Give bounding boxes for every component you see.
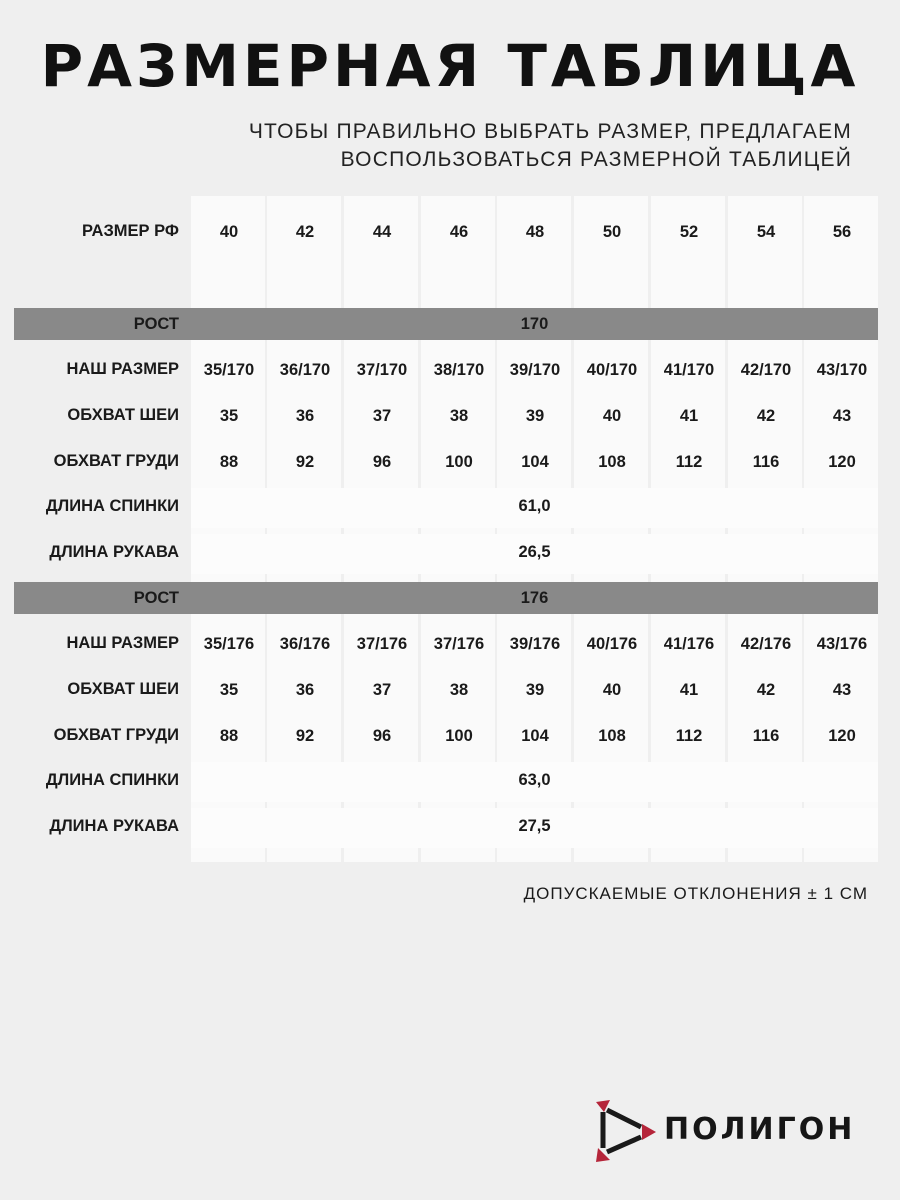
neck-girth-cell: 39: [525, 681, 545, 699]
chest-girth-cell: 104: [521, 453, 549, 471]
neck-girth-cell: 40: [602, 407, 622, 425]
chest-girth-cell: 92: [295, 453, 315, 471]
header-size-cell: 42: [295, 223, 315, 241]
our-size-cell: 40/176: [586, 635, 638, 653]
row-label-neck-girth: ОБХВАТ ШЕИ: [67, 680, 179, 698]
neck-girth-cell: 43: [832, 407, 852, 425]
neck-girth-cell: 41: [679, 407, 699, 425]
our-size-cell: 41/170: [663, 361, 715, 379]
height-value: 176: [520, 589, 549, 607]
brand-name: ПОЛИГОН: [664, 1112, 856, 1147]
header-size-cell: 44: [372, 223, 392, 241]
neck-girth-cell: 42: [756, 681, 776, 699]
triangle-logo-icon: [594, 1098, 660, 1164]
chest-girth-cell: 112: [675, 727, 703, 745]
tolerance-note: ДОПУСКАЕМЫЕ ОТКЛОНЕНИЯ ± 1 СМ: [523, 884, 868, 903]
row-label-height: РОСТ: [133, 315, 179, 333]
neck-girth-cell: 42: [756, 407, 776, 425]
our-size-cell: 43/176: [816, 635, 868, 653]
page-subtitle: [249, 118, 852, 174]
neck-girth-cell: 36: [295, 681, 315, 699]
chest-girth-cell: 120: [828, 727, 856, 745]
row-label-size-rf: РАЗМЕР РФ: [81, 222, 179, 240]
chest-girth-cell: 116: [752, 727, 780, 745]
our-size-cell: 35/176: [203, 635, 255, 653]
row-label-neck-girth: ОБХВАТ ШЕИ: [67, 406, 179, 424]
chest-girth-cell: 88: [219, 453, 239, 471]
header-size-cell: 54: [756, 223, 776, 241]
row-label-sleeve-length: ДЛИНА РУКАВА: [49, 817, 179, 835]
our-size-cell: 36/170: [279, 361, 331, 379]
sleeve-length-value: 26,5: [518, 543, 551, 561]
our-size-cell: 41/176: [663, 635, 715, 653]
chest-girth-cell: 96: [372, 727, 392, 745]
neck-girth-cell: 37: [372, 407, 392, 425]
our-size-cell: 42/176: [740, 635, 792, 653]
chest-girth-cell: 116: [752, 453, 780, 471]
header-size-cell: 56: [832, 223, 852, 241]
subtitle-line-2: ВОСПОЛЬЗОВАТЬСЯ РАЗМЕРНОЙ ТАБЛИЦЕЙ: [340, 148, 852, 171]
chest-girth-cell: 92: [295, 727, 315, 745]
header-size-cell: 46: [449, 223, 469, 241]
chest-girth-cell: 100: [445, 727, 473, 745]
brand-logo: [594, 1098, 854, 1164]
row-label-chest-girth: ОБХВАТ ГРУДИ: [53, 726, 179, 744]
neck-girth-cell: 38: [449, 681, 469, 699]
our-size-cell: 42/170: [740, 361, 792, 379]
our-size-cell: 39/170: [509, 361, 561, 379]
our-size-cell: 43/170: [816, 361, 868, 379]
neck-girth-cell: 43: [832, 681, 852, 699]
chest-girth-cell: 88: [219, 727, 239, 745]
our-size-cell: 37/176: [356, 635, 408, 653]
chest-girth-cell: 96: [372, 453, 392, 471]
neck-girth-cell: 38: [449, 407, 469, 425]
height-value: 170: [520, 315, 549, 333]
page-title: РАЗМЕРНАЯ ТАБЛИЦА: [40, 32, 860, 100]
row-label-chest-girth: ОБХВАТ ГРУДИ: [53, 452, 179, 470]
neck-girth-cell: 40: [602, 681, 622, 699]
chest-girth-cell: 108: [598, 727, 626, 745]
back-length-value: 63,0: [518, 771, 551, 789]
row-label-sleeve-length: ДЛИНА РУКАВА: [49, 543, 179, 561]
row-label-back-length: ДЛИНА СПИНКИ: [45, 497, 179, 515]
neck-girth-cell: 36: [295, 407, 315, 425]
header-size-cell: 40: [219, 223, 239, 241]
subtitle-line-1: ЧТОБЫ ПРАВИЛЬНО ВЫБРАТЬ РАЗМЕР, ПРЕДЛАГАЕМ: [248, 120, 852, 143]
neck-girth-cell: 39: [525, 407, 545, 425]
neck-girth-cell: 37: [372, 681, 392, 699]
header-size-cell: 48: [525, 223, 545, 241]
sleeve-length-value: 27,5: [518, 817, 551, 835]
header-size-cell: 52: [679, 223, 699, 241]
chest-girth-cell: 100: [445, 453, 473, 471]
chest-girth-cell: 120: [828, 453, 856, 471]
our-size-cell: 37/170: [356, 361, 408, 379]
row-label-height: РОСТ: [133, 589, 179, 607]
our-size-cell: 36/176: [279, 635, 331, 653]
row-label-back-length: ДЛИНА СПИНКИ: [45, 771, 179, 789]
neck-girth-cell: 41: [679, 681, 699, 699]
chest-girth-cell: 112: [675, 453, 703, 471]
neck-girth-cell: 35: [219, 407, 239, 425]
back-length-value: 61,0: [518, 497, 551, 515]
header-size-cell: 50: [602, 223, 622, 241]
chest-girth-cell: 104: [521, 727, 549, 745]
our-size-cell: 39/176: [509, 635, 561, 653]
our-size-cell: 40/170: [586, 361, 638, 379]
row-label-our-size: НАШ РАЗМЕР: [66, 360, 179, 378]
our-size-cell: 38/170: [433, 361, 485, 379]
chest-girth-cell: 108: [598, 453, 626, 471]
our-size-cell: 37/176: [433, 635, 485, 653]
neck-girth-cell: 35: [219, 681, 239, 699]
row-label-our-size: НАШ РАЗМЕР: [66, 634, 179, 652]
our-size-cell: 35/170: [203, 361, 255, 379]
